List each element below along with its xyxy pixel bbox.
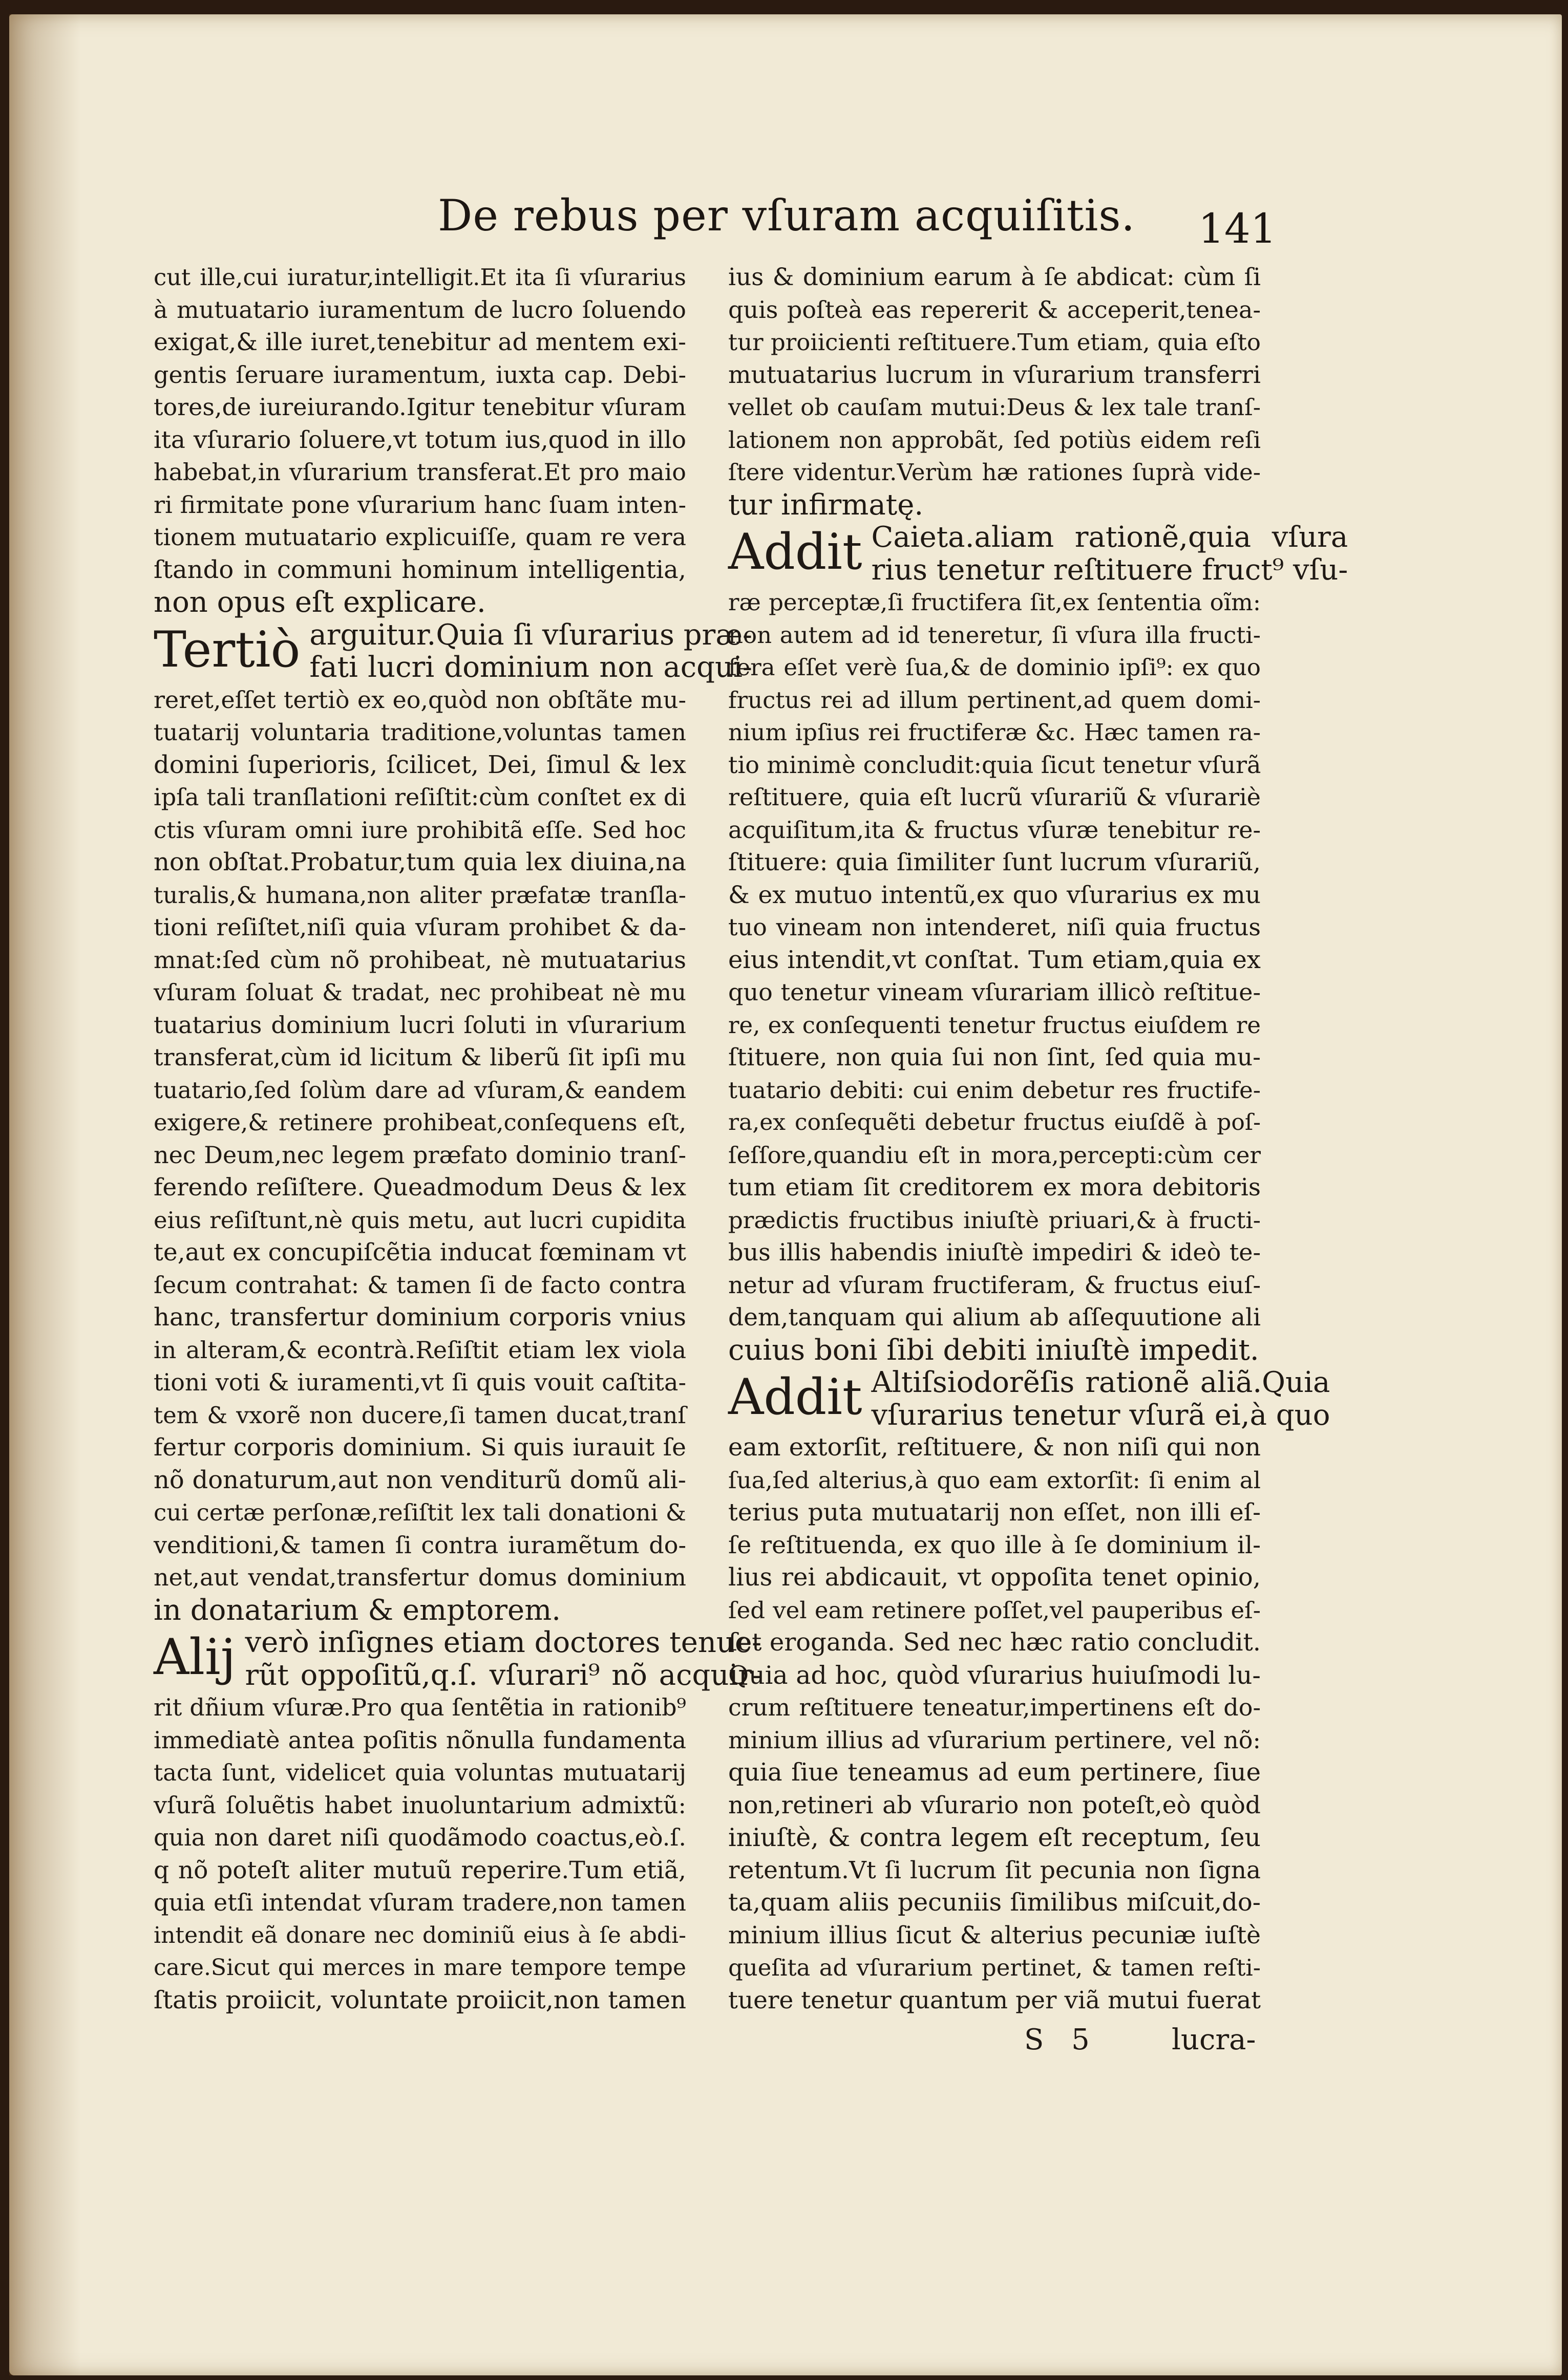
text-line: care.Sicut qui merces in mare tempore tempe — [154, 1955, 686, 1981]
addit-initial: Addit — [728, 523, 862, 581]
text-line: quia non daret niſi quodãmodo coactus,eò.ſ. — [154, 1824, 686, 1851]
text-line: vellet ob cauſam mutui:Deus & lex tale tranſ- — [728, 394, 1261, 421]
text-line: net,aut vendat,transfertur domus dominium — [154, 1563, 686, 1591]
left-top-paragraph — [154, 261, 686, 619]
text-line: ſtituere, non quia ſui non ſint, ſed quia mu- — [728, 1043, 1261, 1071]
text-line: quia etſi intendat vſuram tradere,non tamen — [154, 1889, 686, 1916]
text-line: iniuſtè, & contra legem eſt receptum, ſeu — [728, 1823, 1261, 1852]
text-line: tionem mutuatario explicuiſſe, quam re vera — [154, 523, 686, 551]
text-line: reſtituere, quia eſt lucrũ vſurariũ & vſurariè — [728, 783, 1261, 811]
page-number: 141 — [1198, 205, 1277, 252]
text-line: eius intendit,vt conſtat. Tum etiam,quia ex — [728, 945, 1261, 974]
text-line: re, ex conſequenti tenetur fructus eiuſdem re — [728, 1011, 1261, 1039]
text-line: tacta ſunt, videlicet quia voluntas mutuatarij — [154, 1759, 686, 1786]
text-line: retentum.Vt ſi lucrum ſit pecunia non ſigna — [728, 1856, 1261, 1884]
text-line: ferendo reſiſtere. Queadmodum Deus & lex — [154, 1173, 686, 1202]
text-line: non obſtat.Probatur,tum quia lex diuina,na — [154, 848, 686, 876]
right-top-paragraph — [728, 261, 1261, 521]
left-column — [154, 261, 762, 2017]
text-line: tuatarij voluntaria traditione,voluntas tamen — [154, 719, 686, 746]
text-line: acquiſitum,ita & fructus vſuræ tenebitur re- — [728, 816, 1261, 844]
text-line: te,aut ex concupiſcẽtia inducat fœminam vt — [154, 1238, 686, 1267]
text-line: fertur corporis dominium. Si quis iurauit ſe — [154, 1433, 686, 1462]
text-line: ræ perceptæ,ſi fructifera ſit,ex ſententia oĩm: — [728, 589, 1261, 616]
alij-paragraph-body — [154, 1691, 686, 2017]
text-line: non,retineri ab vſurario non poteſt,eò quòd — [728, 1791, 1261, 1819]
tertio-paragraph-body — [154, 684, 686, 1627]
text-line: tio minimè concludit:quia ſicut tenetur vſurã — [728, 751, 1261, 779]
text-line: ta,quam aliis pecuniis ſimilibus miſcuit,do- — [728, 1888, 1261, 1917]
addit-caieta-paragraph-body — [728, 586, 1261, 1366]
text-line: venditioni,& tamen ſi contra iuramẽtum do- — [154, 1531, 686, 1559]
text-line: quis poſteà eas repererit & acceperit,tenea- — [728, 295, 1261, 324]
text-line: nec Deum,nec legem præfato dominio tranſ- — [154, 1141, 686, 1169]
text-line: rũt oppoſitũ,q.ſ. vſurari⁹ nõ acquir- — [245, 1658, 762, 1692]
addit-initial: Addit — [728, 1368, 862, 1426]
text-line: ſua,ſed alterius,à quo eam extorſit: ſi enim al — [728, 1466, 1261, 1494]
text-line: ra,ex conſequẽti debetur fructus eiuſdẽ à poſ- — [728, 1109, 1261, 1135]
text-line: bus illis habendis iniuſtè impediri & ideò te- — [728, 1238, 1261, 1266]
text-line: fera eſſet verè ſua,& de dominio ipſi⁹: ex quo — [728, 654, 1261, 681]
text-line: fructus rei ad illum pertinent,ad quem domi- — [728, 686, 1261, 714]
text-line: tur proiicienti reſtituere.Tum etiam, quia eſto — [728, 329, 1261, 356]
text-line: lius rei abdicauit, vt oppoſita tenet opinio, — [728, 1563, 1261, 1592]
text-line: & ex mutuo intentũ,ex quo vſurarius ex mu — [728, 881, 1261, 909]
text-line: ſeſſore,quandiu eſt in mora,percepti:cùm cer — [728, 1141, 1261, 1169]
text-line: quia ſiue teneamus ad eum pertinere, ſiue — [728, 1758, 1261, 1787]
text-line: tioni reſiſtet,niſi quia vſuram prohibet & da- — [154, 913, 686, 941]
text-line: gentis ſeruare iuramentum, iuxta cap. Debi- — [154, 360, 686, 389]
text-line: non opus eſt explicare. — [154, 586, 486, 619]
text-line: ius & dominium earum à ſe abdicat: cùm ſi — [728, 263, 1261, 291]
text-line: ſtatis proiicit, voluntate proiicit,non tamen — [154, 1985, 686, 2014]
text-line: Caieta.aliam rationẽ,quia vſura — [871, 521, 1348, 554]
text-line: tur infirmatę. — [728, 488, 924, 522]
text-line: nõ donaturum,aut non venditurũ domũ ali- — [154, 1465, 686, 1494]
text-line: reret,eſſet tertiò ex eo,quòd non obſtãte mu- — [154, 685, 686, 714]
addit-caieta-paragraph-head — [728, 521, 1348, 587]
text-line: intendit eã donare nec dominiũ eius à ſe abdi- — [154, 1922, 686, 1948]
signature-mark: S 5 — [1024, 2023, 1090, 2056]
text-line: mutuatarius lucrum in vſurarium transferri — [728, 360, 1261, 389]
text-line: ri firmitate pone vſurarium hanc ſuam inten- — [154, 490, 686, 519]
text-line: domini ſuperioris, ſcilicet, Dei, ſimul & lex — [154, 750, 686, 779]
text-line: rit dñium vſuræ.Pro qua ſentẽtia in rationib⁹ — [154, 1693, 686, 1721]
text-line: mnat:ſed cùm nõ prohibeat, nè mutuatarius — [154, 946, 686, 974]
text-line: prædictis fructibus iniuſtè priuari,& à fructi- — [728, 1206, 1261, 1234]
text-line: minium illius ad vſurarium pertinere, vel nõ: — [728, 1726, 1261, 1754]
text-line: vſurã ſoluẽtis habet inuoluntarium admixtũ: — [154, 1791, 686, 1819]
text-line: cui certæ perſonæ,reſiſtit lex tali donationi & — [154, 1499, 686, 1526]
addit-altissiodorensis-paragraph-body — [728, 1431, 1261, 2017]
text-line: tores,de iureiurando.Igitur tenebitur vſuram — [154, 393, 686, 421]
text-line: in donatarium & emptorem. — [154, 1593, 561, 1627]
text-line: hanc, transfertur dominium corporis vnius — [154, 1303, 686, 1332]
text-line: eius reſiſtunt,nè quis metu, aut lucri cupidita — [154, 1206, 686, 1234]
text-line: ſtere videntur.Verùm hæ rationes ſuprà vide- — [728, 459, 1261, 486]
text-line: eam extorſit, reſtituere, & non niſi qui non — [728, 1433, 1261, 1462]
text-line: non autem ad id teneretur, ſi vſura illa fructi- — [728, 621, 1261, 649]
text-line: ita vſurario ſoluere,vt totum ius,quod in illo — [154, 425, 686, 454]
text-line: cut ille,cui iuratur,intelligit.Et ita ſi vſurarius — [154, 264, 686, 291]
text-line: ſe reſtituenda, ex quo ille à ſe dominium il- — [728, 1531, 1261, 1559]
catchword: lucra- — [1172, 2023, 1256, 2056]
text-line: exigere,& retinere prohibeat,conſequens eſt, — [154, 1109, 686, 1136]
text-line: turalis,& humana,non aliter præfatæ tranſla- — [154, 881, 686, 909]
text-line: verò inſignes etiam doctores tenue- — [245, 1626, 762, 1659]
text-line: queſita ad vſurarium pertinet, & tamen reſti- — [728, 1954, 1261, 1981]
text-line: vſuram ſoluat & tradat, nec prohibeat nè mu — [154, 979, 686, 1006]
alij-initial: Alij — [154, 1628, 236, 1686]
tertio-initial: Tertiò — [154, 620, 301, 678]
addit-altissiodorensis-paragraph-head — [728, 1366, 1330, 1432]
alij-paragraph-head — [154, 1626, 762, 1692]
text-line: cuius boni ſibi debiti iniuſtè impedit. — [728, 1333, 1259, 1367]
text-line: tum etiam ſit creditorem ex mora debitoris — [728, 1173, 1261, 1202]
text-line: tuo vineam non intenderet, niſi quia fructus — [728, 913, 1261, 941]
text-line: tuatarius dominium lucri ſoluti in vſurarium — [154, 1011, 686, 1039]
text-line: ſed vel eam retinere poſſet,vel pauperibus eſ- — [728, 1596, 1261, 1624]
text-line: tuatario debiti: cui enim debetur res fructife- — [728, 1076, 1261, 1104]
text-line: transferat,cùm id licitum & liberũ ſit ipſi mu — [154, 1043, 686, 1071]
text-line: lationem non approbãt, ſed potiùs eidem reſi — [728, 426, 1261, 454]
text-line: quo tenetur vineam vſurariam illicò reſtitue- — [728, 978, 1261, 1006]
text-line: immediatè antea poſitis nõnulla fundamenta — [154, 1726, 686, 1754]
text-line: in alteram,& econtrà.Reſiſtit etiam lex viola — [154, 1336, 686, 1364]
text-line: ipſa tali tranſlationi reſiſtit:cùm conſtet ex di — [154, 783, 686, 811]
text-line: crum reſtituere teneatur,impertinens eſt do- — [728, 1693, 1261, 1721]
text-line: ctis vſuram omni iure prohibitã eſſe. Sed hoc — [154, 816, 686, 844]
text-line: ſet eroganda. Sed nec hæc ratio concludit. — [728, 1628, 1261, 1657]
text-line: tem & vxorẽ non ducere,ſi tamen ducat,tranſ — [154, 1401, 686, 1429]
text-line: rius tenetur reſtituere fruct⁹ vſu- — [871, 553, 1348, 587]
text-line: Altiſsiodorẽſis rationẽ aliã.Quia — [871, 1366, 1330, 1399]
running-title: De rebus per vſuram acquiſitis. — [438, 190, 1136, 241]
text-line: tioni voti & iuramenti,vt ſi quis vouit caſtita- — [154, 1368, 686, 1396]
text-line: tuere tenetur quantum per viã mutui fuerat — [728, 1986, 1261, 2014]
text-line: nium ipſius rei fructiferæ &c. Hæc tamen ra- — [728, 719, 1261, 746]
text-line: Quia ad hoc, quòd vſurarius huiuſmodi lu- — [728, 1660, 1261, 1690]
text-line: terius puta mutuatarij non eſſet, non illi eſ- — [728, 1498, 1261, 1527]
text-line: exigat,& ille iuret,tenebitur ad mentem exi- — [154, 328, 686, 356]
text-line: minium illius ſicut & alterius pecuniæ iuſtè — [728, 1921, 1261, 1949]
text-line: habebat,in vſurarium transferat.Et pro maio — [154, 458, 686, 486]
tertio-paragraph-head — [154, 618, 752, 684]
text-line: q nõ poteſt aliter mutuũ reperire.Tum etiã, — [154, 1856, 686, 1884]
text-line: tuatario,ſed ſolùm dare ad vſuram,& eandem — [154, 1076, 686, 1104]
text-line: fati lucri dominium non acqui- — [309, 651, 752, 684]
text-line: dem,tanquam qui alium ab aſſequutione ali — [728, 1303, 1261, 1332]
text-line: à mutuatario iuramentum de lucro ſoluendo — [154, 295, 686, 324]
text-line: ſtando in communi hominum intelligentia, — [154, 555, 686, 584]
text-line: ſtituere: quia ſimiliter ſunt lucrum vſurariũ, — [728, 848, 1261, 876]
text-line: arguitur.Quia ſi vſurarius præ- — [309, 618, 752, 652]
right-column — [728, 261, 1348, 2017]
text-line: vſurarius tenetur vſurã ei,à quo — [871, 1398, 1330, 1432]
text-line: netur ad vſuram fructiferam, & fructus eiuſ- — [728, 1271, 1261, 1299]
text-line: ſecum contrahat: & tamen ſi de facto contra — [154, 1271, 686, 1299]
